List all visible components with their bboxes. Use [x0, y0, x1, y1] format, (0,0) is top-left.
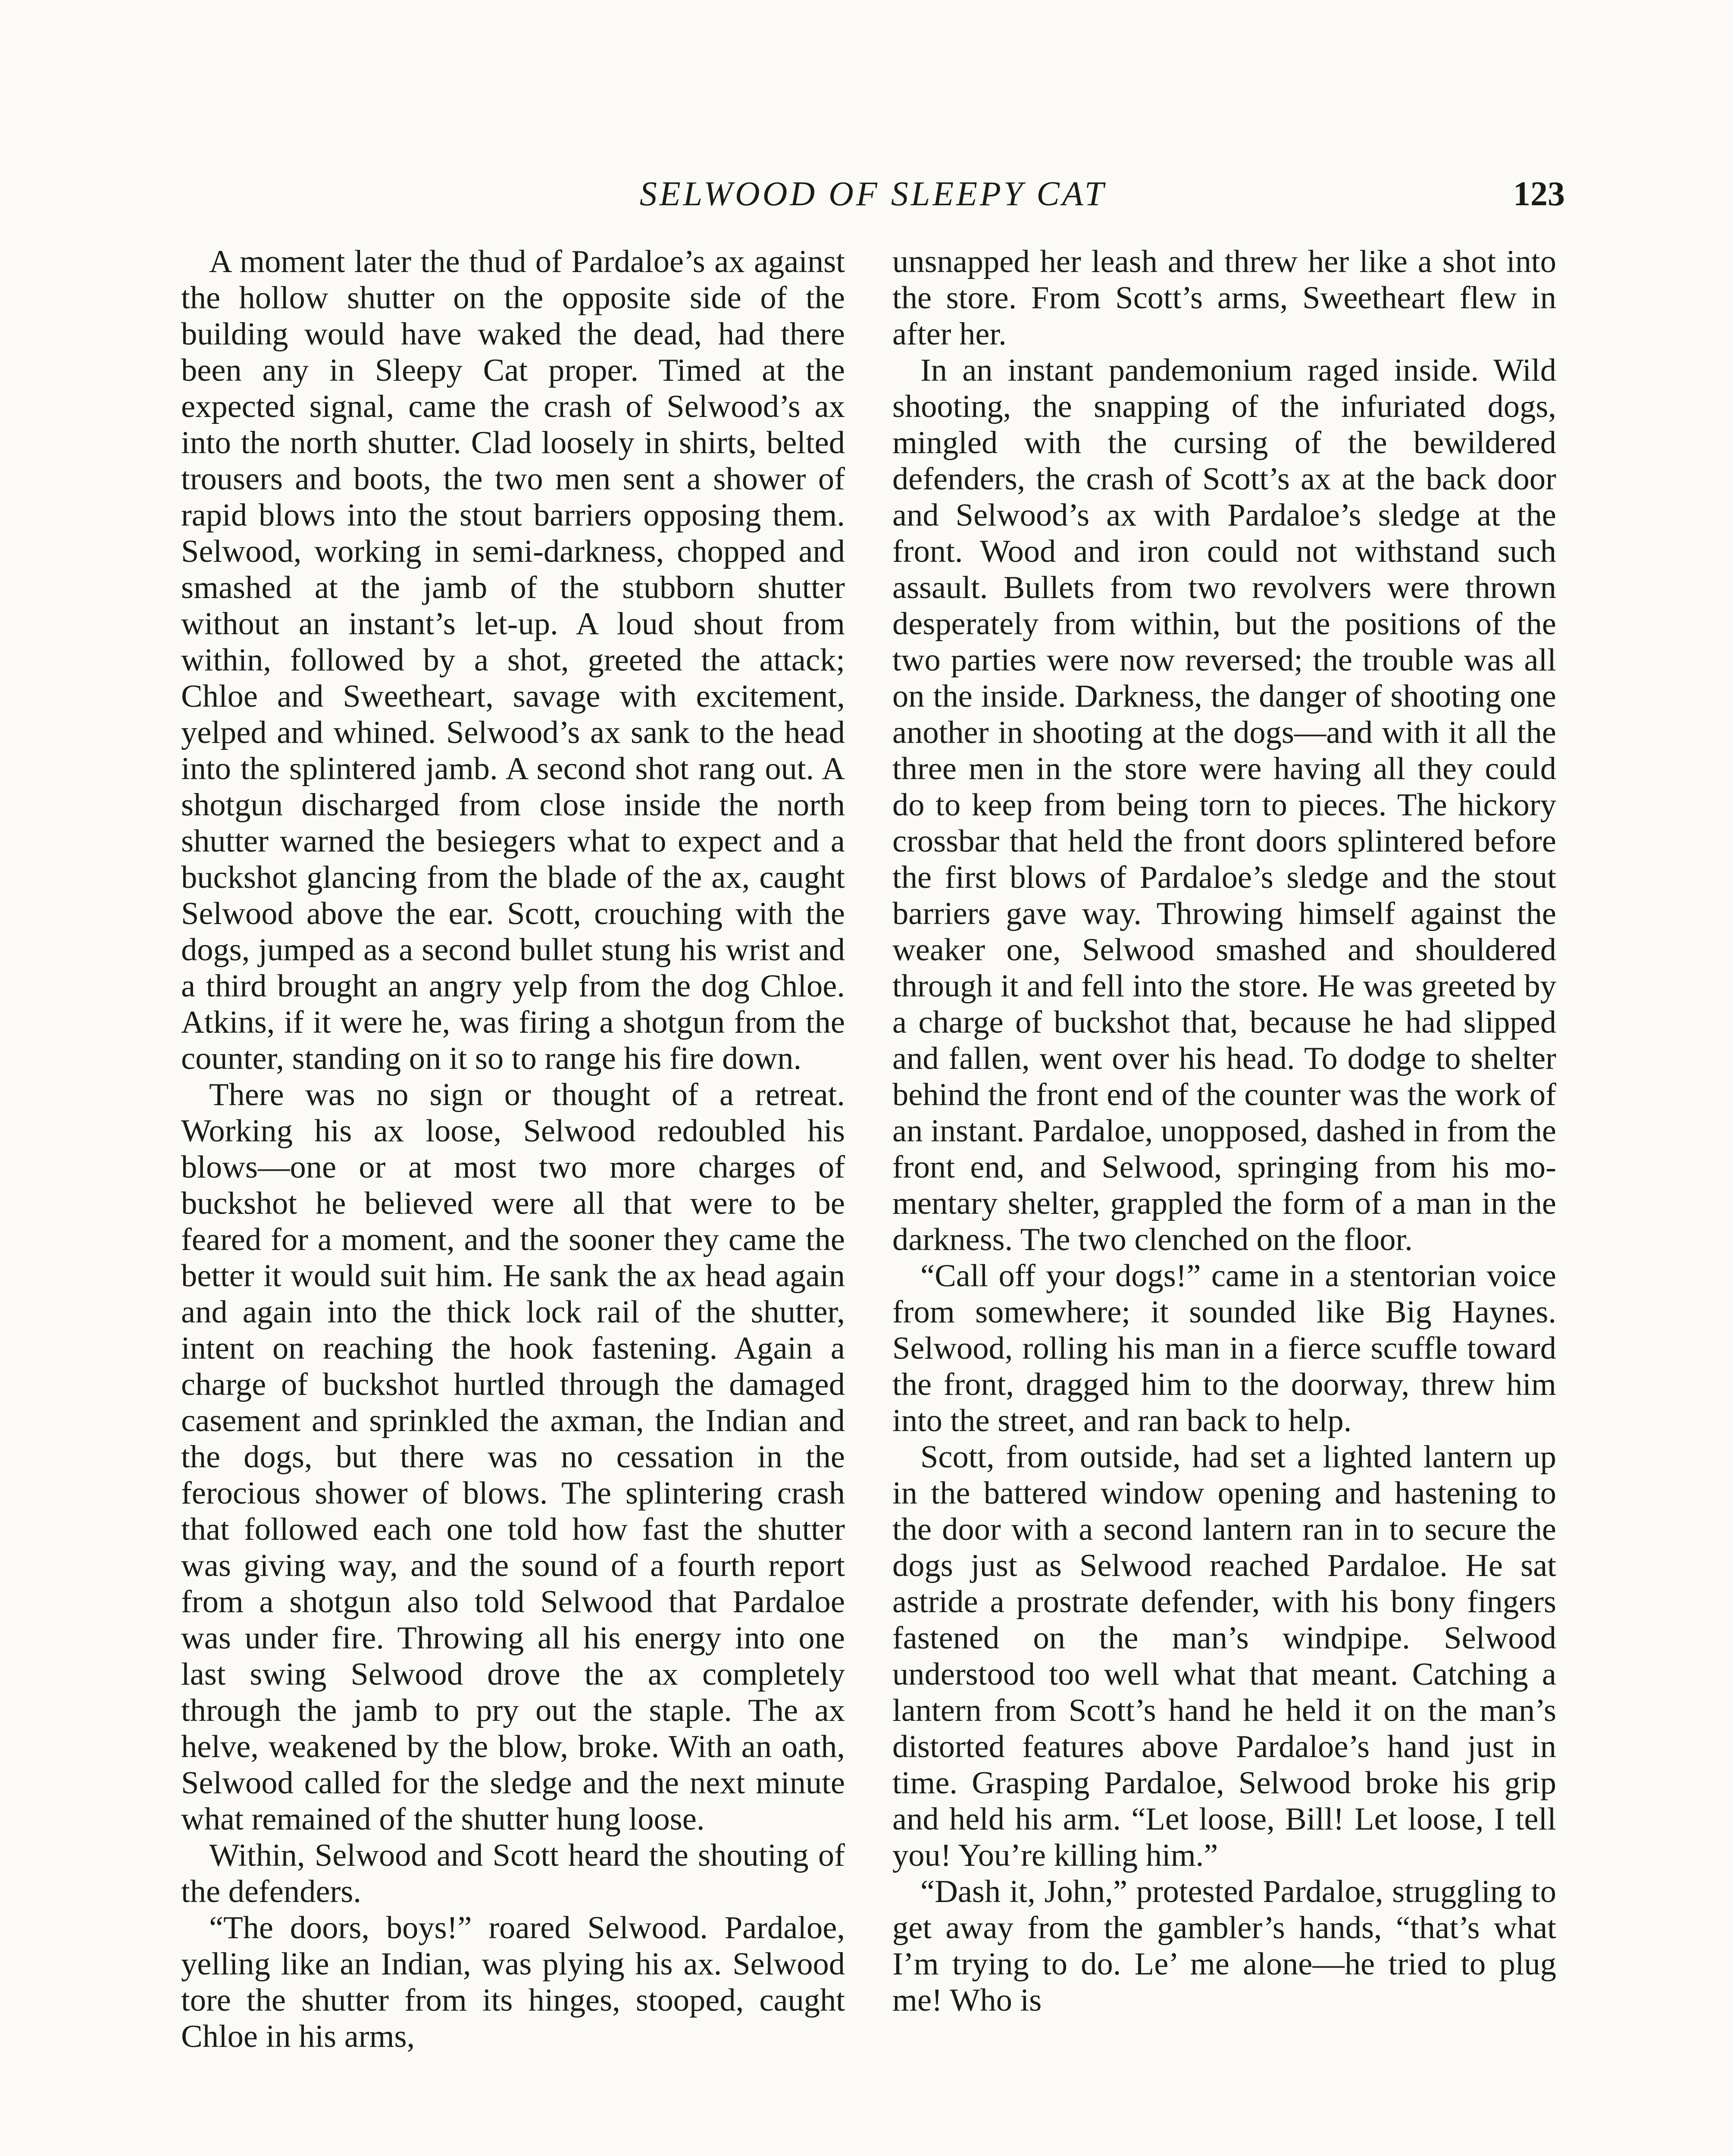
running-title: SELWOOD OF SLEEPY CAT [639, 175, 1107, 213]
paragraph: “Dash it, John,” protested Pardaloe, struggling to get away from the gambler’s hands, “that’s what I’m trying to do. Le’ me alone—he tried to plug me! Who is [892, 1874, 1556, 2018]
paragraph: Scott, from outside, had set a lighted lantern up in the battered window opening and hastening to the door with a second lantern ran in to secure the dogs just as Selwood reached Pardaloe. He sat astride a prostrate defender, with his bony fingers fastened on the man’s windpipe. Selwood understood too well what that meant. Catching a lantern from Scott’s hand he held it on the man’s distorted features above Pardaloe’s hand just in time. Grasping Pardaloe, Selwood broke his grip and held his arm. “Let loose, Bill! Let loose, I tell you! You’re killing him.” [892, 1439, 1556, 1873]
right-column [892, 244, 1556, 2156]
paragraph: “Call off your dogs!” came in a stentorian voice from somewhere; it sounded like Big Haynes. Selwood, rolling his man in a fierce scuffle toward the front, dragged him to the doorway, threw him into the street, and ran back to help. [892, 1258, 1556, 1438]
paragraph-continued: unsnapped her leash and threw her like a shot into the store. From Scott’s arms, Sweetheart flew in after her. [892, 244, 1556, 352]
paragraph: Within, Selwood and Scott heard the shouting of the defenders. [181, 1838, 845, 1909]
running-head [181, 170, 1565, 218]
paragraph: There was no sign or thought of a retreat. Working his ax loose, Selwood redoubled his blows—one or at most two more charges of buckshot he believed were all that were to be feared for a moment, and the sooner they came the better it would suit him. He sank the ax head again and again into the thick lock rail of the shutter, intent on reaching the hook fastening. Again a charge of buckshot hurtled through the damaged casement and sprinkled the axman, the Indian and the dogs, but there was no cessation in the ferocious shower of blows. The splintering crash that followed each one told how fast the shutter was giving way, and the sound of a fourth report from a shotgun also told Selwood that Pardaloe was under fire. Throwing all his energy into one last swing Selwood drove the ax completely through the jamb to pry out the staple. The ax helve, weakened by the blow, broke. With an oath, Selwood called for the sledge and the next minute what remained of the shutter hung loose. [181, 1077, 845, 1837]
paragraph: A moment later the thud of Pardaloe’s ax against the hollow shutter on the opposite side of the building would have waked the dead, had there been any in Sleepy Cat proper. Timed at the expected signal, came the crash of Selwood’s ax into the north shutter. Clad loosely in shirts, belted trousers and boots, the two men sent a shower of rapid blows into the stout barriers opposing them. Selwood, working in semi-darkness, chopped and smashed at the jamb of the stubborn shutter without an instant’s let-up. A loud shout from within, followed by a shot, greeted the attack; Chloe and Sweetheart, savage with excitement, yelped and whined. Selwood’s ax sank to the head into the splintered jamb. A second shot rang out. A shotgun discharged from close inside the north shutter warned the besiegers what to expect and a buckshot glancing from the blade of the ax, caught Selwood above the ear. Scott, crouching with the dogs, jumped as a second bullet stung his wrist and a third brought an angry yelp from the dog Chloe. Atkins, if it were he, was firing a shotgun from the counter, standing on it so to range his fire down. [181, 244, 845, 1076]
paragraph: In an instant pandemonium raged inside. Wild shooting, the snapping of the infuriated dogs, mingled with the cursing of the bewildered defenders, the crash of Scott’s ax at the back door and Selwood’s ax with Pardaloe’s sledge at the front. Wood and iron could not withstand such assault. Bullets from two revolvers were thrown desperately from within, but the positions of the two parties were now reversed; the trouble was all on the inside. Darkness, the danger of shooting one another in shooting at the dogs—and with it all the three men in the store were having all they could do to keep from being torn to pieces. The hickory crossbar that held the front doors splintered before the first blows of Pardaloe’s sledge and the stout barriers gave way. Throwing himself against the weaker one, Selwood smashed and shouldered through it and fell into the store. He was greeted by a charge of buckshot that, because he had slipped and fallen, went over his head. To dodge to shelter behind the front end of the counter was the work of an instant. Pardaloe, unopposed, dashed in from the front end, and Selwood, springing from his momentary shelter, grappled the form of a man in the darkness. The two clenched on the floor. [892, 353, 1556, 1257]
page-number: 123 [1513, 175, 1565, 213]
paragraph: “The doors, boys!” roared Selwood. Pardaloe, yelling like an Indian, was plying his ax. Selwood tore the shutter from its hinges, stooped, caught Chloe in his arms, [181, 1910, 845, 2054]
left-column [181, 244, 845, 2156]
